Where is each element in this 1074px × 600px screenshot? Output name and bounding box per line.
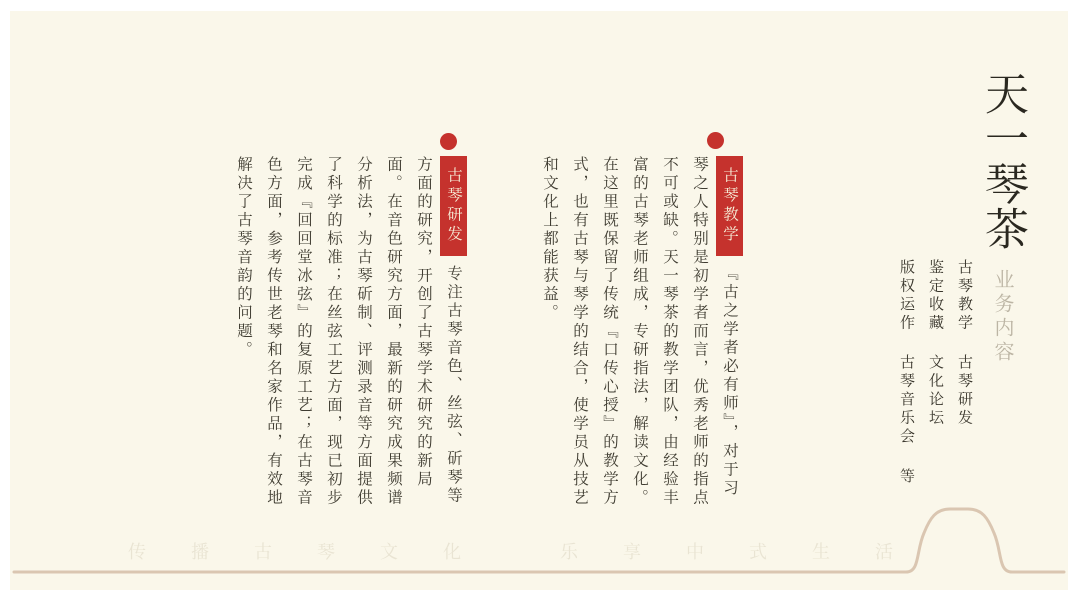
section-guqin-teaching	[526, 156, 744, 514]
service-item: 文化论坛	[927, 354, 943, 429]
service-item: 等	[898, 468, 914, 487]
service-item: 鉴定收藏	[927, 259, 943, 333]
services-column-1	[949, 259, 978, 499]
section-body-research: 专注古琴音色、丝弦、斫琴等方面的研究，开创了古琴学术研究的新局面。在音色研究方面，最新的研究成果频谱分析法，为古琴斫制、评测录音等方面提供了科学的标准；在丝弦工艺方面，现已初步完成『回回堂冰弦』的复原工艺；在古琴音色方面，参考传世老琴和名家作品，有效地解决了古琴音韵的问题。	[235, 156, 462, 508]
section-label-research: 古琴研发	[440, 156, 467, 256]
red-dot-icon	[440, 133, 457, 150]
service-item: 古琴研发	[956, 354, 972, 429]
section-label-teaching: 古琴教学	[716, 156, 743, 256]
service-item: 古琴音乐会	[898, 354, 914, 447]
section-body-teaching: 『古之学者必有师』，对于习琴之人特别是初学者而言，优秀老师的指点不可或缺。天一琴茶的教学团队，由经验丰富的古琴老师组成，专研指法，解读文化。在这里既保留了传统『口传心授』的教学方式，也有古琴与琴学的结合，使学员从技艺和文化上都能获益。	[541, 156, 738, 508]
red-dot-icon	[707, 132, 724, 149]
section-guqin-research	[180, 156, 468, 514]
brand-title: 天一琴茶	[978, 71, 1027, 251]
watermark-left: 传播古琴文化	[128, 542, 506, 562]
service-item: 版权运作	[898, 259, 914, 333]
services-column-3	[891, 259, 920, 499]
services-list	[886, 259, 978, 499]
brand-subtitle: 业务内容	[991, 269, 1013, 365]
brand-block	[976, 71, 1028, 401]
slide-canvas	[10, 11, 1068, 590]
services-column-2	[920, 259, 949, 499]
service-item: 古琴教学	[956, 259, 972, 333]
watermark-right: 乐享中式生活	[560, 542, 938, 562]
